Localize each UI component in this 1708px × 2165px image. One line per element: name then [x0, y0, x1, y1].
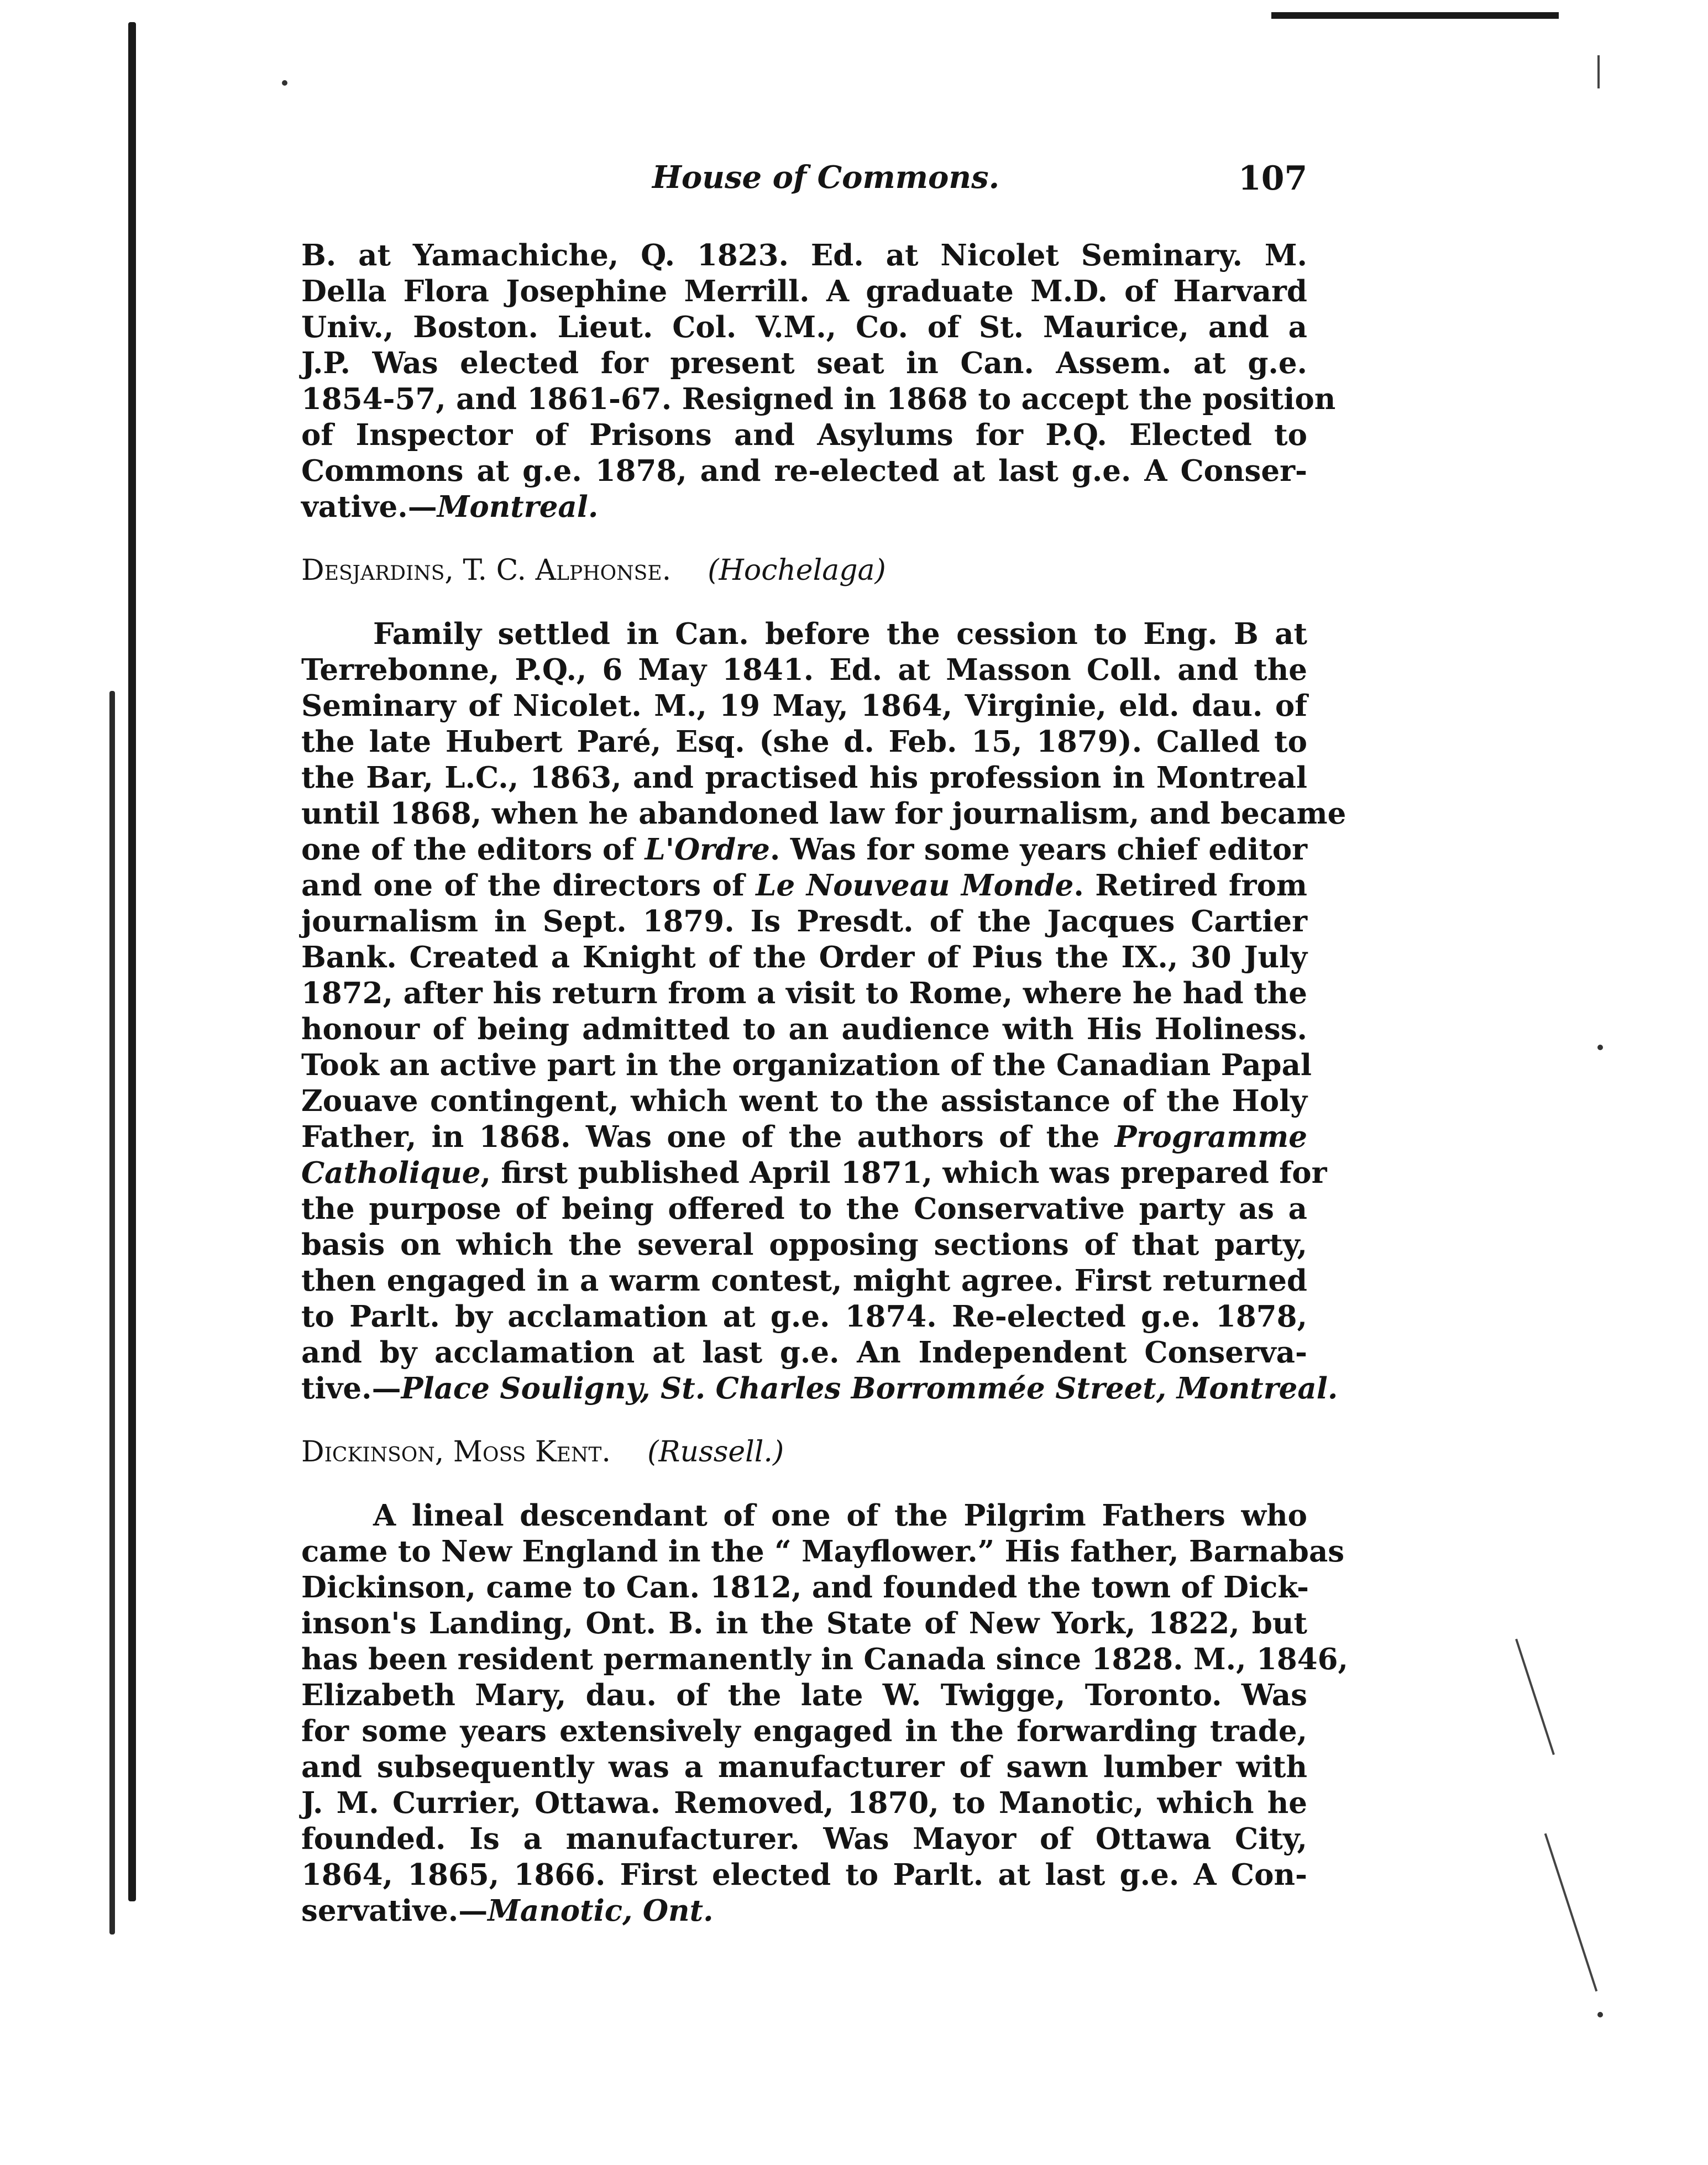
text-line: and subsequently was a manufacturer of sawn lumber with	[301, 1750, 1307, 1784]
text-line: B. at Yamachiche, Q. 1823. Ed. at Nicolet Seminary. M.	[301, 238, 1307, 272]
entry-continuation	[301, 238, 1336, 525]
residence: Place Souligny, St. Charles Borrommée Street, Montreal.	[401, 1371, 1338, 1406]
scan-speck	[1597, 2012, 1603, 2017]
closing-text: tive.—	[301, 1371, 401, 1406]
text-line: for some years extensively engaged in the forwarding trade,	[301, 1714, 1307, 1748]
text-run: . Retired from	[1073, 868, 1307, 903]
text-line: honour of being admitted to an audience with His Holiness.	[301, 1012, 1307, 1046]
text-line: 1864, 1865, 1866. First elected to Parlt. at last g.e. A Con-	[301, 1858, 1307, 1892]
scan-speck	[1544, 1833, 1598, 1992]
text-line	[301, 1155, 1327, 1191]
residence: Montreal.	[437, 490, 599, 524]
text-run: Father, in 1868. Was one of the authors of the	[301, 1120, 1115, 1154]
binding-shadow-line	[128, 22, 136, 1901]
text-line: Elizabeth Mary, dau. of the late W. Twigge, Toronto. Was	[301, 1678, 1307, 1712]
text-line: Univ., Boston. Lieut. Col. V.M., Co. of St. Maurice, and a	[301, 310, 1307, 344]
text-run: and one of the directors of	[301, 868, 756, 903]
text-line: and by acclamation at last g.e. An Independent Conserva-	[301, 1335, 1307, 1370]
entry-body	[301, 1498, 1348, 1929]
text-line: the late Hubert Paré, Esq. (she d. Feb. 15, 1879). Called to	[301, 725, 1307, 759]
text-line: to Parlt. by acclamation at g.e. 1874. Re-elected g.e. 1878,	[301, 1299, 1307, 1334]
running-title: House of Commons.	[652, 159, 1000, 196]
scan-speck	[1597, 1045, 1603, 1050]
text-line: Family settled in Can. before the cession to Eng. B at	[373, 617, 1307, 651]
text-line: J.P. Was elected for present seat in Can. Assem. at g.e.	[301, 346, 1307, 380]
text-line: Seminary of Nicolet. M., 19 May, 1864, Virginie, eld. dau. of	[301, 689, 1307, 723]
closing-text: vative.—	[301, 490, 437, 524]
newspaper-title: Le Nouveau Monde	[756, 868, 1074, 903]
closing-text: servative.—	[301, 1894, 488, 1928]
text-line: 1872, after his return from a visit to Rome, where he had the	[301, 976, 1307, 1010]
text-line: journalism in Sept. 1879. Is Presdt. of the Jacques Cartier	[301, 904, 1307, 939]
text-line: Della Flora Josephine Merrill. A graduate M.D. of Harvard	[301, 274, 1307, 308]
text-line-closing	[301, 1893, 1307, 1929]
text-line: Took an active part in the organization of the Canadian Papal	[301, 1048, 1312, 1082]
scan-speck	[1515, 1639, 1555, 1755]
text-line: came to New England in the “ Mayflower.” His father, Barnabas	[301, 1534, 1345, 1569]
text-line: J. M. Currier, Ottawa. Removed, 1870, to Manotic, which he	[301, 1786, 1307, 1820]
page-number: 107	[1238, 159, 1308, 198]
text-line: Zouave contingent, which went to the assistance of the Holy	[301, 1084, 1307, 1118]
text-line: then engaged in a warm contest, might agree. First returned	[301, 1264, 1307, 1298]
document-title: Programme	[1114, 1120, 1307, 1154]
binding-shadow-line-secondary	[109, 691, 115, 1935]
text-line: of Inspector of Prisons and Asylums for P.Q. Elected to	[301, 418, 1307, 452]
text-line: Dickinson, came to Can. 1812, and founded the town of Dick-	[301, 1570, 1309, 1605]
text-line: has been resident permanently in Canada since 1828. M., 1846,	[301, 1642, 1348, 1676]
text-line: the purpose of being offered to the Conservative party as a	[301, 1192, 1307, 1226]
text-line: basis on which the several opposing sections of that party,	[301, 1228, 1307, 1262]
entry-body	[301, 616, 1347, 1407]
entry-heading	[301, 1434, 1307, 1470]
newspaper-title: L'Ordre	[645, 832, 770, 867]
riding-name: (Hochelaga)	[708, 554, 886, 587]
text-line: Commons at g.e. 1878, and re-elected at last g.e. A Conser-	[301, 454, 1307, 488]
text-line	[301, 1119, 1307, 1155]
text-run: , first published April 1871, which was prepared for	[480, 1156, 1327, 1190]
text-line: the Bar, L.C., 1863, and practised his profession in Montreal	[301, 761, 1307, 795]
text-line: 1854-57, and 1861-67. Resigned in 1868 to accept the position	[301, 382, 1336, 416]
riding-name: (Russell.)	[647, 1435, 784, 1469]
text-line-closing	[301, 489, 1307, 525]
residence: Manotic, Ont.	[488, 1894, 714, 1928]
text-run: . Was for some years chief editor	[769, 832, 1307, 867]
member-name: Desjardins, T. C. Alphonse.	[301, 554, 672, 587]
scan-speck	[282, 80, 287, 86]
text-line	[301, 868, 1307, 904]
document-title: Catholique	[301, 1156, 481, 1190]
text-line: founded. Is a manufacturer. Was Mayor of Ottawa City,	[301, 1822, 1307, 1856]
text-line	[301, 832, 1307, 868]
text-line-closing	[301, 1371, 1338, 1407]
text-line: Bank. Created a Knight of the Order of Pius the IX., 30 July	[301, 940, 1307, 974]
text-column	[301, 238, 1348, 1929]
entry-heading	[301, 553, 1307, 589]
text-line: until 1868, when he abandoned law for journalism, and became	[301, 796, 1347, 831]
text-line: A lineal descendant of one of the Pilgrim Fathers who	[373, 1498, 1307, 1533]
scan-edge-line	[1271, 12, 1559, 19]
scan-speck	[1597, 55, 1600, 88]
text-run: one of the editors of	[301, 832, 645, 867]
member-name: Dickinson, Moss Kent.	[301, 1435, 611, 1469]
text-line: Terrebonne, P.Q., 6 May 1841. Ed. at Masson Coll. and the	[301, 653, 1307, 687]
text-line: inson's Landing, Ont. B. in the State of New York, 1822, but	[301, 1606, 1307, 1640]
